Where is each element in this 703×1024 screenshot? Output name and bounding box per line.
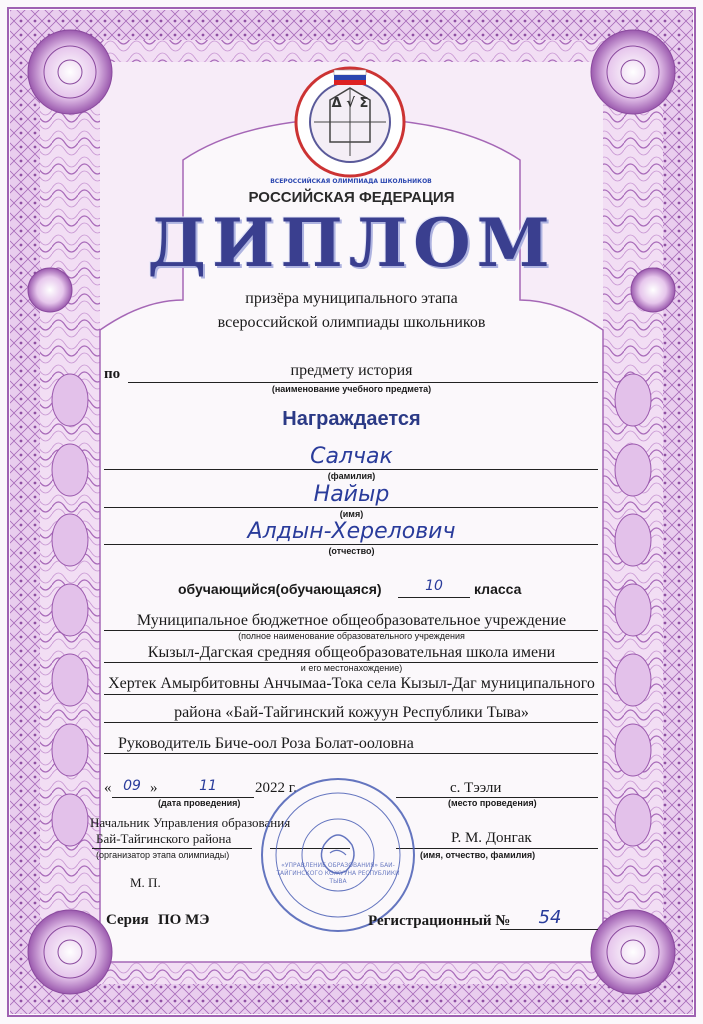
organizer-caption: (организатор этапа олимпиады) [96,850,230,860]
subject-prefix: по [104,366,121,382]
date-caption: (дата проведения) [158,798,241,808]
subtitle-line-2: всероссийской олимпиады школьников [217,314,486,331]
registration-label: Регистрационный № [368,913,511,929]
date-month: 11 [199,778,217,794]
grade-value: 10 [425,578,443,594]
date-year: 2022 г. [255,780,297,796]
emblem-symbols: Δ √ Σ [331,96,369,111]
subject-underline [128,382,598,383]
diploma-title: ДИПЛОМ [147,204,556,282]
student-label: обучающийся(обучающаяся) [178,581,382,597]
registration-number: 54 [538,907,562,928]
country-heading: РОССИЙСКАЯ ФЕДЕРАЦИЯ [248,189,455,206]
organizer-underline [92,848,252,849]
series-value: ПО МЭ [158,912,210,928]
signer-caption: (имя, отчество, фамилия) [420,850,536,860]
school-caption-1: (полное наименование образовательного учреждения [238,631,465,641]
name-caption: (имя) [339,509,364,519]
date-open-quote: « [104,780,112,796]
emblem-ring-text: ВСЕРОССИЙСКАЯ ОЛИМПИАДА ШКОЛЬНИКОВ [270,178,432,185]
surname-caption: (фамилия) [327,471,376,481]
olympiad-emblem [290,60,410,180]
date-close-quote: » [150,780,158,796]
school-line-3: Хертек Амырбитовны Анчымаа-Тока села Кызыл-Даг муниципального [108,675,595,692]
subtitle-line-1: призёра муниципального этапа [245,290,458,307]
school-line-2: Кызыл-Дагская средняя общеобразовательная школа имени [147,644,556,661]
grade-underline [398,597,470,598]
official-seal [258,775,418,935]
seal-text: «УПРАВЛЕНИЕ ОБРАЗОВАНИЯ» БАЙ-ТАЙГИНСКОГО КОЖУУНА РЕСПУБЛИКИ ТЫВА [276,862,400,885]
registration-underline [500,929,598,930]
patronymic-underline [104,544,598,545]
surname-underline [104,469,598,470]
name-value: Найыр [313,482,390,507]
signer-name: Р. М. Донгак [451,830,532,846]
school-underline-4 [104,722,598,723]
organizer-line-2: Бай-Тайгинского района [96,831,232,846]
supervisor: Руководитель Биче-оол Роза Болат-ооловна [118,735,414,752]
patronymic-value: Алдын-Херелович [247,519,456,544]
school-underline-3 [104,694,598,695]
name-underline [104,507,598,508]
organizer-line-1: Начальник Управления образования [90,815,291,830]
subject-caption: (наименование учебного предмета) [271,384,432,394]
school-line-1: Муниципальное бюджетное общеобразовательное учреждение [136,612,567,629]
surname-value: Салчак [310,444,393,469]
award-heading: Награждается [282,408,421,430]
stamp-place-mark: М. П. [130,875,161,890]
class-word: класса [474,581,522,597]
school-caption-2: и его местонахождение) [300,663,403,673]
date-day: 09 [123,778,141,794]
signer-underline [396,848,598,849]
school-line-4: района «Бай-Тайгинский кожуун Республики Тыва» [174,704,529,721]
place-caption: (место проведения) [448,798,537,808]
series-label: Серия [106,912,149,928]
supervisor-underline [104,753,598,754]
patronymic-caption: (отчество) [328,546,375,556]
subject-value: предмету история [290,362,413,379]
place-value: с. Тээли [450,780,502,796]
